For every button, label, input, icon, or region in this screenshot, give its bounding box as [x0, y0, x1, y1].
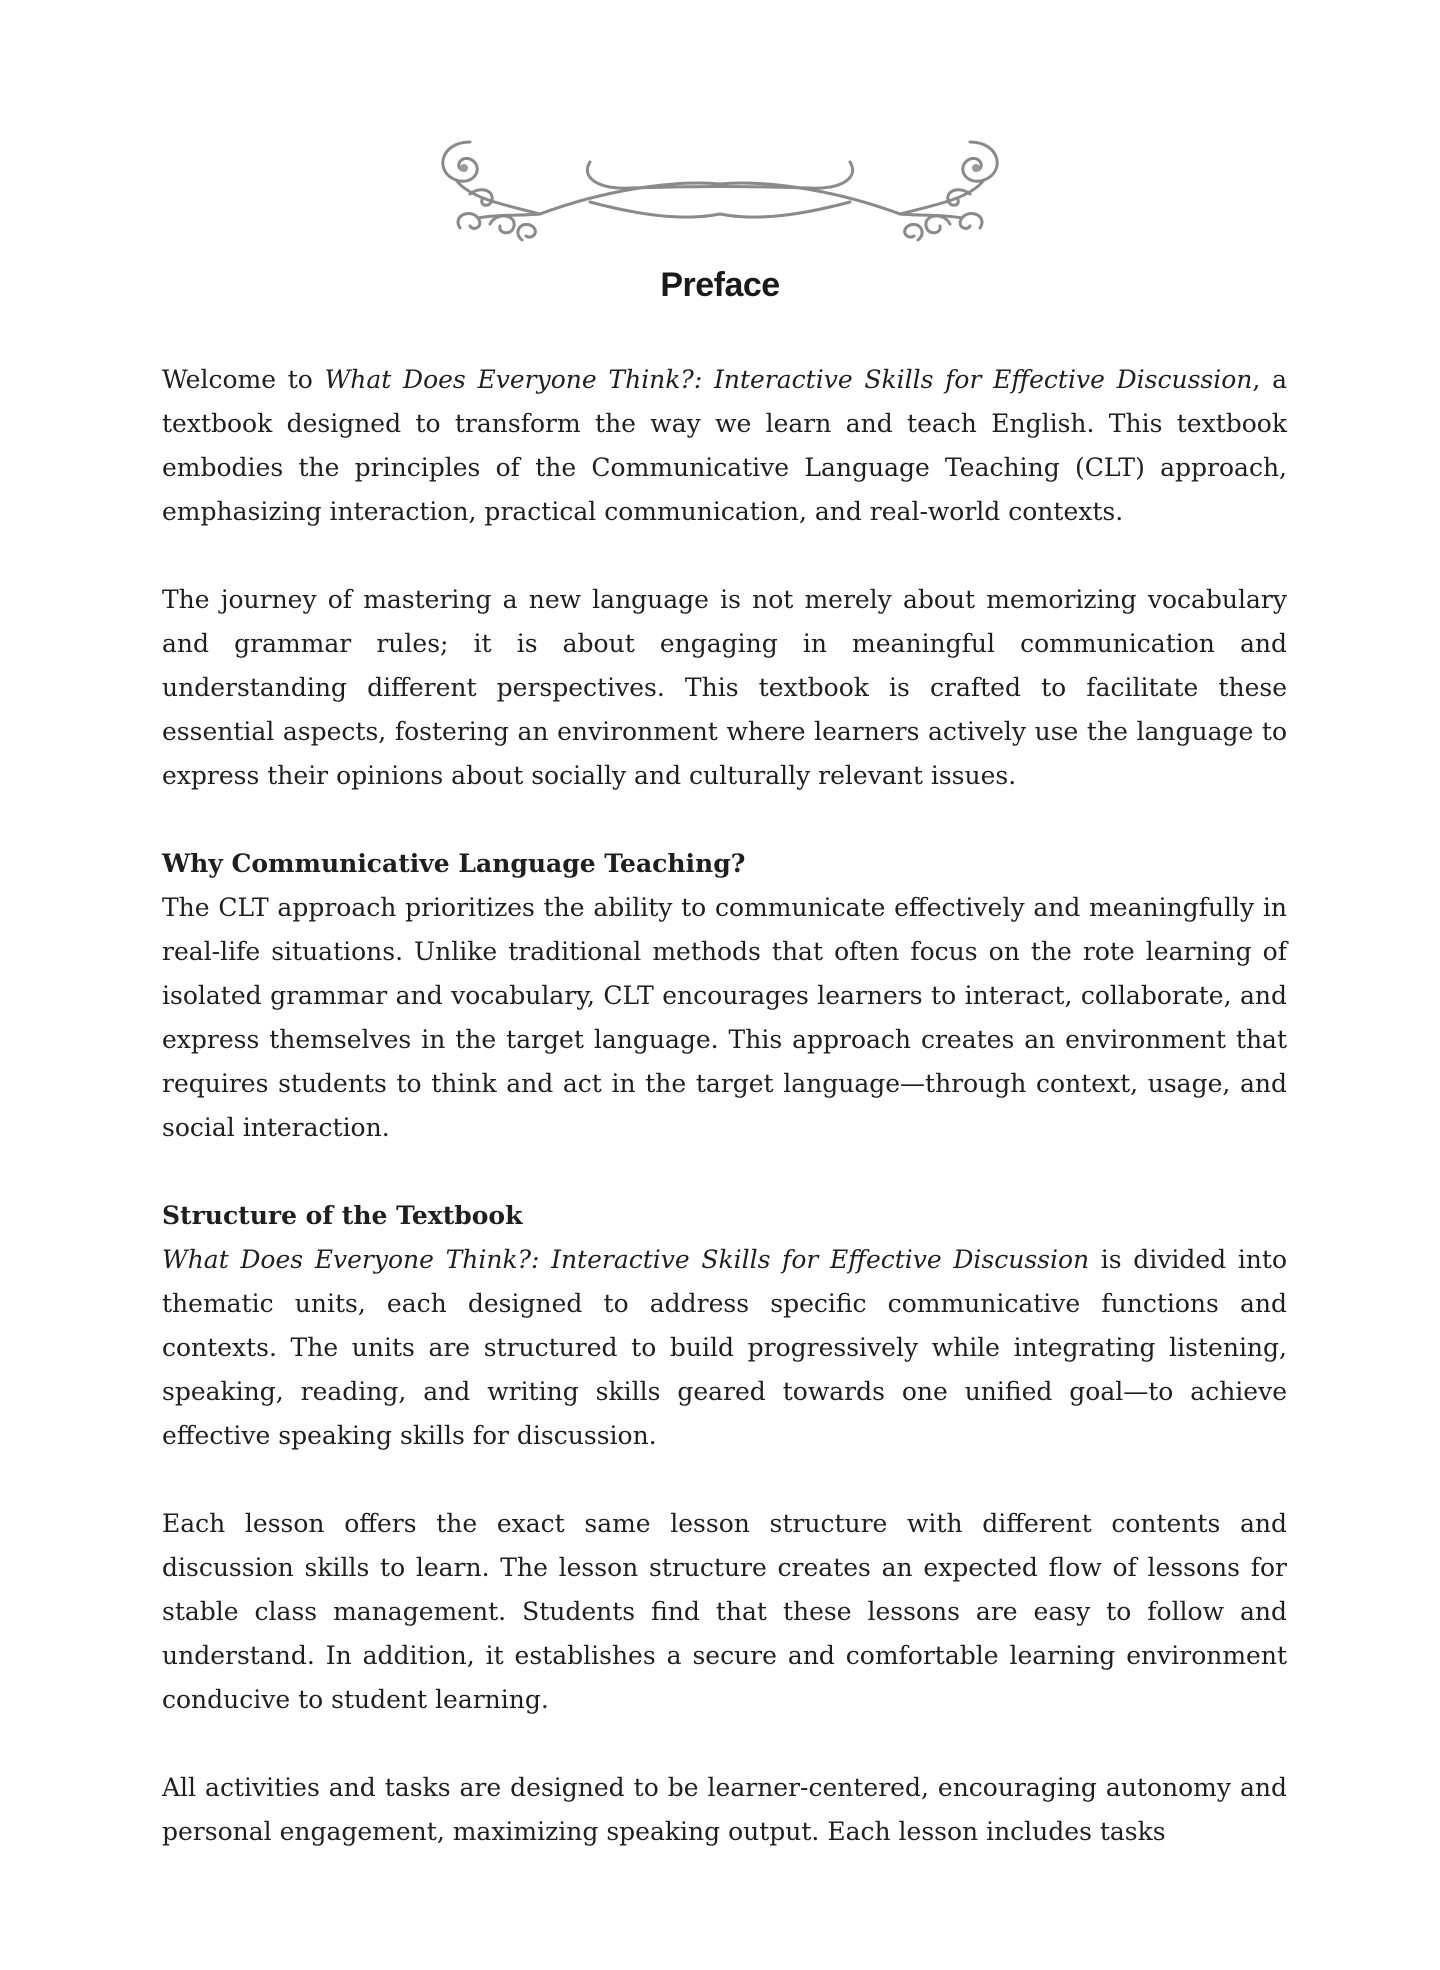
paragraph-journey: The journey of mastering a new language is not merely about memorizing vocabulary and grammar rules; it is about engaging in meaningful communication and understanding different perspectives. This textbook is crafted to facilitate these essential aspects, fostering an environment where learners actively use the language to express their opinions about socially and culturally relevant issues. — [162, 585, 1287, 790]
decorative-flourish-icon — [430, 128, 1010, 244]
book-title: What Does Everyone Think?: Interactive Skills for Effective Discussion — [324, 365, 1253, 394]
section-heading-clt: Why Communicative Language Teaching? — [162, 849, 746, 878]
section-body-clt: The CLT approach prioritizes the ability to communicate effectively and meaningfully in real-life situations. Unlike traditional methods that often focus on the rote learning of isolated grammar and vocabulary, CLT encourages learners to interact, collaborate, and express themselves in the target language. This approach creates an environment that requires students to think and act in the target language—through context, usage, and social interaction. — [162, 893, 1287, 1142]
section-clt — [162, 842, 1287, 1150]
book-title: What Does Everyone Think?: Interactive Skills for Effective Discussion — [162, 1245, 1090, 1274]
page-title: Preface — [660, 266, 780, 304]
paragraph-welcome — [162, 358, 1287, 534]
preface-body — [162, 358, 1287, 1854]
section-body-structure: is divided into thematic units, each designed to address specific communicative functions and contexts. The units are structured to build progressively while integrating listening, speaking, reading, and writing skills geared towards one unified goal—to achieve effective speaking skills for discussion. — [162, 1245, 1288, 1450]
paragraph-lesson-structure: Each lesson offers the exact same lesson structure with different contents and discussion skills to learn. The lesson structure creates an expected flow of lessons for stable class management. Students find that these lessons are easy to follow and understand. In addition, it establishes a secure and comfortable learning environment conducive to student learning. — [162, 1509, 1287, 1714]
paragraph-welcome-lead: Welcome to — [162, 365, 325, 394]
paragraph-welcome-rest: , a textbook designed to transform the way we learn and teach English. This textbook embodies the principles of the Communicative Language Teaching (CLT) approach, emphasizing interaction, practical communication, and real-world contexts. — [162, 365, 1287, 526]
section-structure — [162, 1194, 1287, 1458]
paragraph-activities: All activities and tasks are designed to be learner-centered, encouraging autonomy and personal engagement, maximizing speaking output. Each lesson includes tasks — [162, 1773, 1287, 1846]
section-heading-structure: Structure of the Textbook — [162, 1201, 523, 1230]
